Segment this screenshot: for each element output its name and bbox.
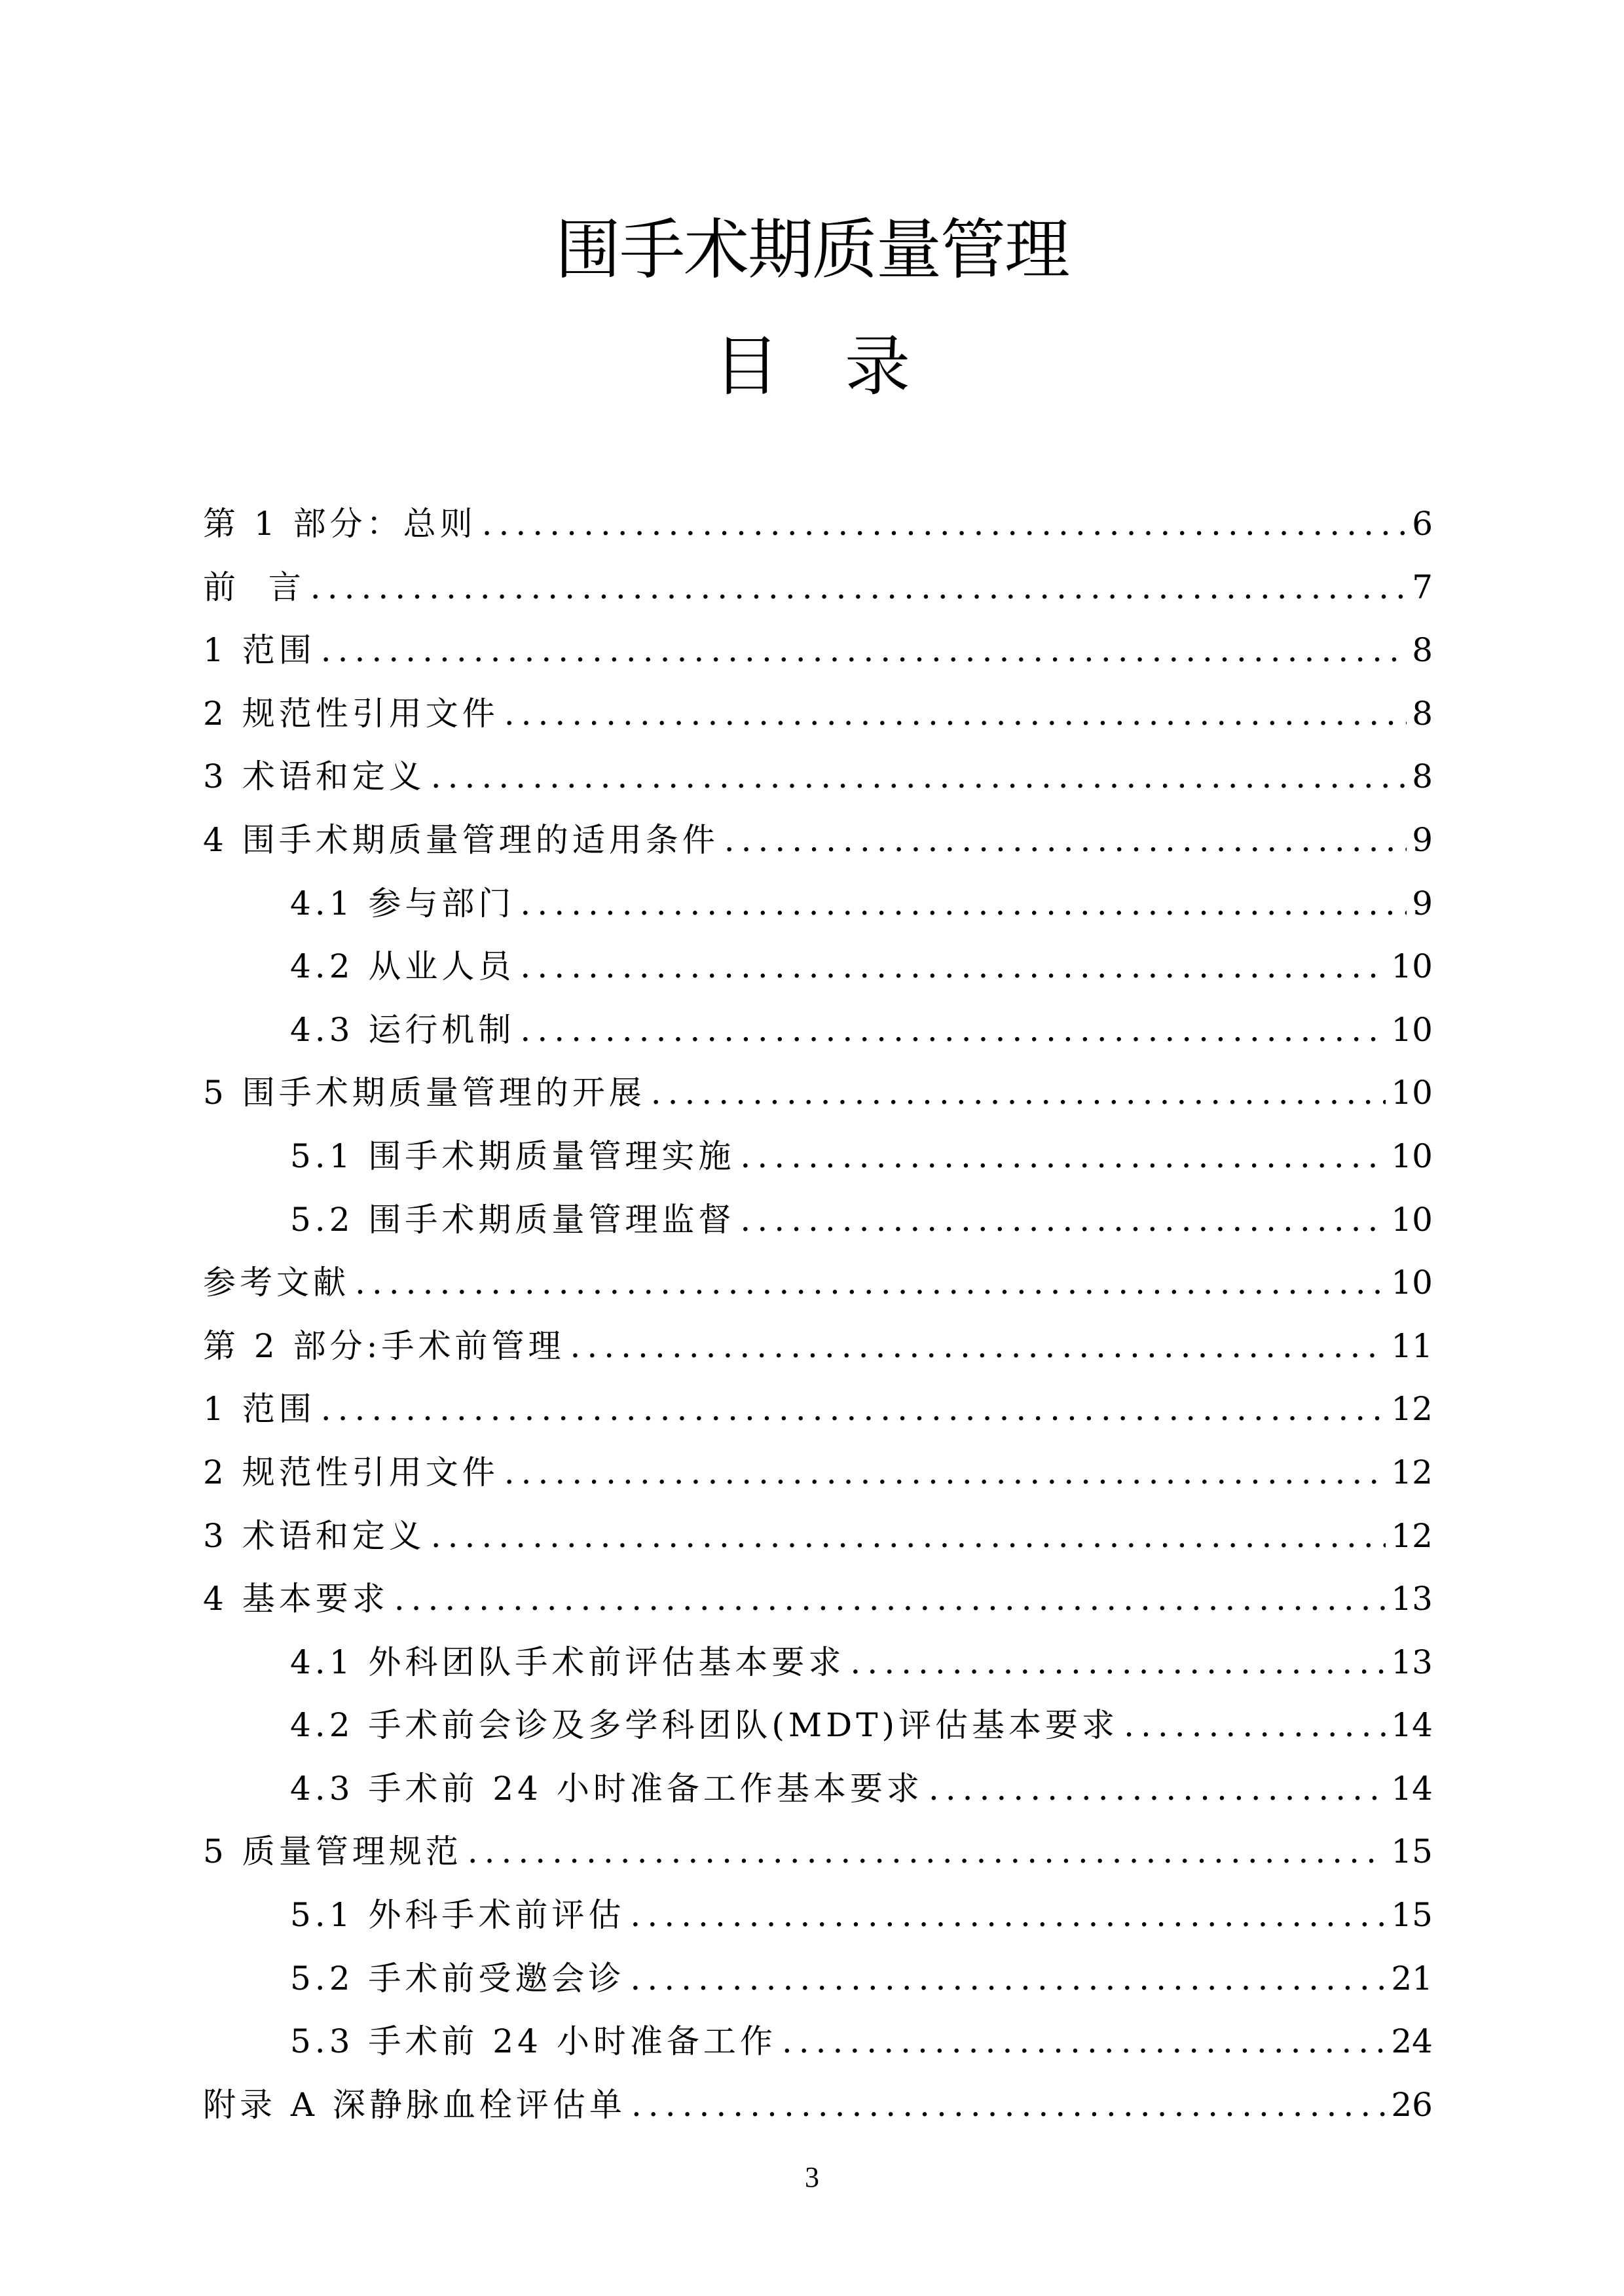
toc-entry-page: 10	[1391, 1074, 1433, 1112]
toc-heading-char: 目	[714, 328, 779, 405]
toc-dot-leader	[520, 940, 1386, 993]
toc-entry[interactable]	[203, 498, 1433, 561]
toc-dot-leader	[740, 1130, 1386, 1182]
toc-entry-label: 2 规范性引用文件	[203, 694, 499, 733]
toc-entry[interactable]	[203, 561, 1433, 625]
toc-dot-leader	[310, 561, 1407, 613]
toc-entry-label: 4.3 手术前 24 小时准备工作基本要求	[290, 1769, 923, 1808]
toc-entry-page: 15	[1391, 1832, 1433, 1871]
toc-entry-page: 9	[1412, 820, 1433, 859]
toc-dot-leader	[630, 1889, 1386, 1941]
toc-entry-page: 15	[1391, 1896, 1433, 1935]
toc-dot-leader	[355, 1256, 1386, 1309]
toc-entry-label: 附录 A 深静脉血栓评估单	[203, 2085, 626, 2124]
toc-entry[interactable]	[203, 687, 1433, 751]
toc-dot-leader	[504, 1446, 1386, 1499]
toc-entry-label: 4.1 参与部门	[290, 884, 515, 922]
toc-entry-page: 14	[1391, 1769, 1433, 1808]
toc-entry[interactable]	[203, 1256, 1433, 1320]
toc-entry-label: 5.1 围手术期质量管理实施	[290, 1137, 735, 1175]
toc-entry[interactable]	[203, 1699, 1433, 1762]
toc-entry-page: 12	[1391, 1453, 1433, 1491]
toc-entry[interactable]	[203, 2015, 1433, 2079]
toc-entry-label: 3 术语和定义	[203, 1516, 426, 1555]
toc-dot-leader	[431, 1510, 1386, 1562]
toc-entry-page: 10	[1391, 947, 1433, 986]
toc-entry-page: 6	[1412, 505, 1433, 543]
toc-entry[interactable]	[203, 1383, 1433, 1446]
toc-entry-page: 8	[1412, 694, 1433, 733]
toc-dot-leader	[394, 1573, 1386, 1625]
toc-dot-leader	[482, 498, 1407, 550]
toc-entry-label: 5 质量管理规范	[203, 1832, 462, 1871]
toc-entry-page: 8	[1412, 757, 1433, 796]
toc-entry-page: 7	[1412, 568, 1433, 606]
toc-entry-page: 10	[1391, 1010, 1433, 1049]
toc-dot-leader	[1124, 1699, 1386, 1751]
page-number: 3	[805, 2161, 819, 2193]
toc-heading-char: 录	[845, 328, 910, 405]
toc-dot-leader	[520, 1004, 1386, 1056]
toc-entry-page: 10	[1391, 1264, 1433, 1302]
toc-dot-leader	[850, 1636, 1386, 1688]
toc-dot-leader	[431, 750, 1407, 803]
toc-entry-page: 8	[1412, 631, 1433, 670]
toc-entry-page: 24	[1391, 2022, 1433, 2061]
toc-dot-leader	[321, 624, 1407, 676]
toc-entry-page: 21	[1391, 1959, 1433, 1997]
toc-entry-page: 13	[1391, 1580, 1433, 1618]
toc-entry[interactable]	[203, 624, 1433, 687]
toc-entry-label: 参考文献	[203, 1264, 350, 1302]
toc-entry-page: 10	[1391, 1137, 1433, 1175]
toc-entry[interactable]	[203, 940, 1433, 1004]
toc-entry-page: 9	[1412, 884, 1433, 922]
toc-entry-label: 4.1 外科团队手术前评估基本要求	[290, 1643, 845, 1681]
toc-dot-leader	[520, 877, 1407, 930]
toc-entry-label: 1 范围	[203, 631, 316, 670]
toc-entry[interactable]	[203, 1889, 1433, 1952]
toc-entry-label: 5.2 手术前受邀会诊	[290, 1959, 625, 1997]
toc-heading	[0, 327, 1624, 406]
toc-entry-page: 26	[1391, 2085, 1433, 2124]
document-title: 围手术期质量管理	[555, 211, 1069, 288]
toc-entry-page: 10	[1391, 1200, 1433, 1239]
toc-dot-leader	[468, 1825, 1386, 1878]
toc-entry[interactable]	[203, 1194, 1433, 1257]
toc-entry[interactable]	[203, 814, 1433, 877]
toc-entry-label: 4.2 从业人员	[290, 947, 515, 986]
toc-entry-label: 前 言	[203, 568, 305, 606]
toc-dot-leader	[504, 687, 1407, 740]
toc-entry-label: 4 围手术期质量管理的适用条件	[203, 820, 719, 859]
toc-dot-leader	[724, 814, 1407, 866]
toc-dot-leader	[740, 1194, 1386, 1246]
toc-entry-label: 5.3 手术前 24 小时准备工作	[290, 2022, 777, 2061]
toc-entry-label: 5.1 外科手术前评估	[290, 1896, 625, 1935]
toc-entry-label: 4.2 手术前会诊及多学科团队(MDT)评估基本要求	[290, 1706, 1119, 1745]
toc-entry[interactable]	[203, 1446, 1433, 1510]
toc-entry[interactable]	[203, 1573, 1433, 1636]
toc-entry[interactable]	[203, 1130, 1433, 1194]
toc-dot-leader	[631, 2079, 1386, 2131]
toc-entry-label: 5 围手术期质量管理的开展	[203, 1074, 646, 1112]
toc-entry[interactable]	[203, 1762, 1433, 1826]
toc-entry-label: 第 1 部分：总则	[203, 505, 477, 543]
toc-entry[interactable]	[203, 877, 1433, 941]
toc-entry-label: 2 规范性引用文件	[203, 1453, 499, 1491]
toc-entry[interactable]	[203, 1825, 1433, 1889]
toc-entry-page: 12	[1391, 1516, 1433, 1555]
table-of-contents	[203, 498, 1433, 2141]
toc-dot-leader	[630, 1952, 1386, 2005]
toc-entry-page: 11	[1391, 1326, 1433, 1365]
toc-entry[interactable]	[203, 2079, 1433, 2142]
toc-entry[interactable]	[203, 1510, 1433, 1573]
toc-entry[interactable]	[203, 750, 1433, 814]
toc-dot-leader	[570, 1320, 1386, 1372]
toc-entry[interactable]	[203, 1066, 1433, 1130]
toc-entry-label: 4 基本要求	[203, 1580, 389, 1618]
toc-entry-label: 4.3 运行机制	[290, 1010, 515, 1049]
toc-dot-leader	[929, 1762, 1386, 1815]
toc-dot-leader	[782, 2015, 1386, 2068]
toc-entry[interactable]	[203, 1952, 1433, 2016]
toc-entry-page: 14	[1391, 1706, 1433, 1745]
toc-dot-leader	[321, 1383, 1386, 1435]
toc-entry-page: 12	[1391, 1390, 1433, 1429]
toc-entry-label: 5.2 围手术期质量管理监督	[290, 1200, 735, 1239]
toc-entry[interactable]	[203, 1004, 1433, 1067]
toc-dot-leader	[651, 1066, 1386, 1119]
toc-entry[interactable]	[203, 1636, 1433, 1700]
toc-entry[interactable]	[203, 1320, 1433, 1383]
toc-entry-label: 1 范围	[203, 1390, 316, 1429]
toc-entry-label: 3 术语和定义	[203, 757, 426, 796]
toc-entry-page: 13	[1391, 1643, 1433, 1681]
toc-entry-label: 第 2 部分:手术前管理	[203, 1326, 565, 1365]
